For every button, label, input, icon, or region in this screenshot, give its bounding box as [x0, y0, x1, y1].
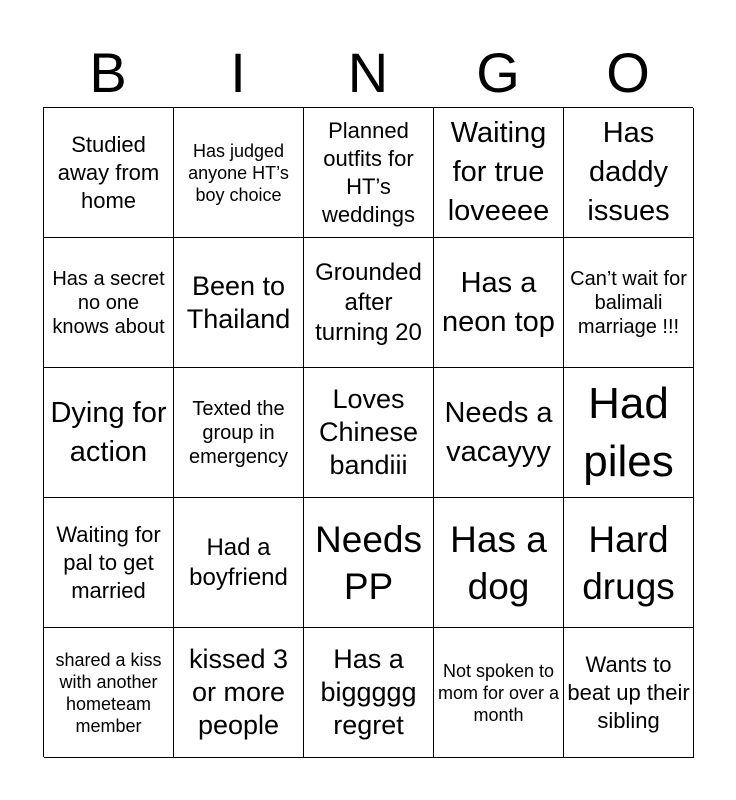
bingo-cell[interactable]	[564, 108, 694, 238]
cell-text: Planned outfits for HT’s weddings	[322, 117, 415, 227]
bingo-cell[interactable]	[174, 628, 304, 758]
bingo-cell[interactable]	[434, 628, 564, 758]
header-letter-b: B	[89, 41, 127, 104]
bingo-cell[interactable]	[434, 108, 564, 238]
cell-text: Dying for action	[50, 396, 167, 468]
bingo-cell[interactable]	[44, 628, 174, 758]
bingo-cell[interactable]	[564, 238, 694, 368]
cell-text: Loves Chinese bandiii	[318, 384, 419, 480]
bingo-cell[interactable]	[174, 238, 304, 368]
bingo-cell[interactable]	[564, 628, 694, 758]
cell-text: Been to Thailand	[186, 270, 291, 334]
bingo-cell[interactable]	[304, 628, 434, 758]
cell-text: Had a boyfriend	[189, 533, 288, 591]
bingo-cell[interactable]	[564, 498, 694, 628]
bingo-cell[interactable]	[304, 238, 434, 368]
cell-text: Wants to beat up their sibling	[567, 651, 690, 733]
cell-text: Has a neon top	[442, 266, 555, 338]
bingo-cell[interactable]	[44, 368, 174, 498]
bingo-cell[interactable]	[564, 368, 694, 498]
header-letter-g: G	[476, 41, 520, 104]
bingo-cell[interactable]	[174, 498, 304, 628]
cell-text: Needs PP	[315, 518, 422, 607]
cell-text: Grounded after turning 20	[315, 258, 422, 346]
bingo-card-grid	[43, 107, 693, 757]
bingo-cell[interactable]	[304, 498, 434, 628]
cell-text: Has a dog	[450, 518, 547, 607]
bingo-cell[interactable]	[44, 498, 174, 628]
bingo-cell[interactable]	[434, 498, 564, 628]
cell-text: Has judged anyone HT’s boy choice	[188, 140, 289, 205]
bingo-cell[interactable]	[434, 238, 564, 368]
cell-text: Not spoken to mom for over a month	[437, 660, 560, 725]
cell-text: Waiting for true loveeee	[447, 117, 550, 227]
cell-text: Has a biggggg regret	[320, 644, 417, 740]
bingo-cell[interactable]	[44, 108, 174, 238]
cell-text: Has daddy issues	[587, 117, 670, 227]
header-letter-i: I	[230, 41, 246, 104]
bingo-header	[43, 40, 693, 106]
cell-text: Studied away from home	[57, 131, 160, 213]
cell-text: Has a secret no one knows about	[52, 267, 165, 338]
cell-text: kissed 3 or more people	[188, 644, 289, 740]
bingo-cell[interactable]	[174, 108, 304, 238]
cell-text: Waiting for pal to get married	[56, 521, 161, 603]
header-letter-o: O	[606, 41, 650, 104]
cell-text: shared a kiss with another hometeam member	[55, 649, 162, 736]
cell-text: Had piles	[583, 378, 674, 486]
bingo-cell[interactable]	[304, 108, 434, 238]
cell-text: Hard drugs	[582, 518, 675, 607]
cell-text: Can’t wait for balimali marriage !!!	[570, 267, 687, 338]
header-letter-n: N	[347, 41, 389, 104]
cell-text: Texted the group in emergency	[189, 397, 288, 468]
bingo-cell[interactable]	[304, 368, 434, 498]
cell-text: Needs a vacayyy	[444, 396, 553, 468]
bingo-cell[interactable]	[434, 368, 564, 498]
bingo-cell[interactable]	[174, 368, 304, 498]
bingo-cell[interactable]	[44, 238, 174, 368]
